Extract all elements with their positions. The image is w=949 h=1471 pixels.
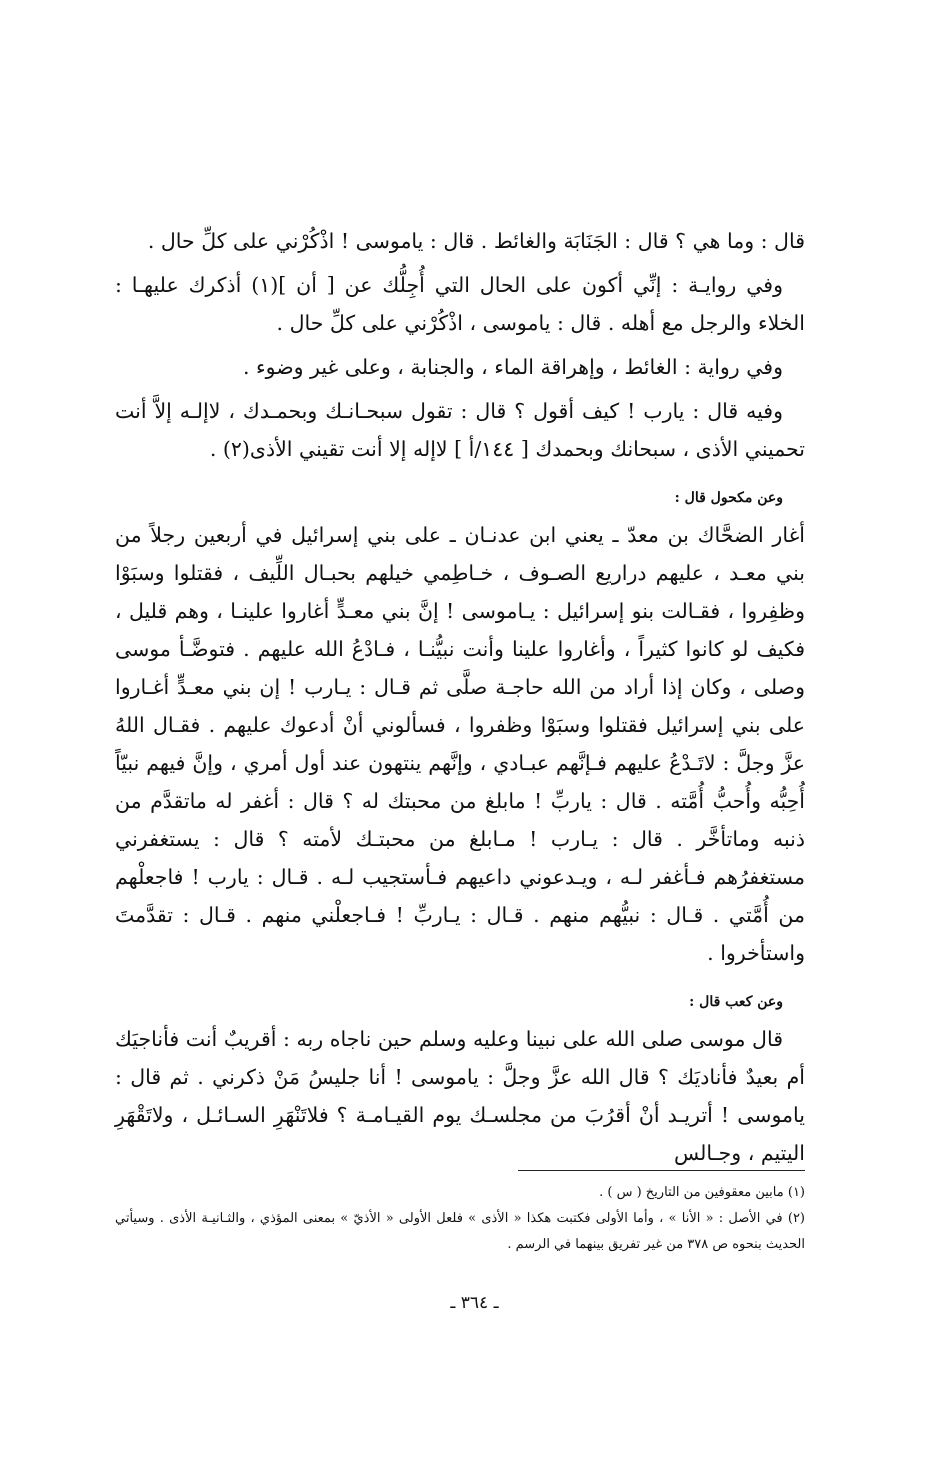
paragraph-4: وفيه قال : يارب ! كيف أقول ؟ قال : تقول سبحـانـك وبحمـدك ، لاإلـه إلاَّ أنت تحميني الأذى ، سبحانك وبحمدك [ ١٤٤/أ ] لاإله إلا أنت تقيني الأذى(٢) . [115,399,805,461]
section-heading-makhul: وعن مكحول قال : [674,490,783,506]
footnote-2: (٢) في الأصل : « الأنا » ، وأما الأولى فكتبت هكذا « الأذى » فلعل الأولى « الأذيّ » بمعنى المؤذي ، والثـانيـة الأذى . وسيأتي الحديث بنحوه ص ٣٧٨ من غير تفريق بينهما في الرسم . [115,1211,805,1252]
section-heading-kaab: وعن كعب قال : [689,994,783,1010]
footnotes [115,1180,805,1258]
page-body [115,222,805,1178]
paragraph-makhul: أغار الضحَّاك بن معدّ ـ يعني ابن عدنـان ـ على بني إسرائيل في أربعين رجلاً من بني معـد ، عليهم دراريع الصـوف ، خـاطِمي خيلهم بحبـال اللِّيف ، فقتلوا وسبَوْا وظفِروا ، فقـالت بنو إسرائيل : يـاموسى ! إنَّ بني معـدٍّ أغاروا علينـا ، وهم قليل ، فكيف لو كانوا كثيراً ، وأغاروا علينا وأنت نبيُّنـا ، فـادْعُ الله عليهم . فتوضَّـأ موسى وصلى ، وكان إذا أراد من الله حاجـة صلَّى ثم قـال : يـارب ! إن بني معـدٍّ أغـاروا على بني إسرائيل فقتلوا وسبَوْا وظفروا ، فسألوني أنْ أدعوك عليهم . فقـال اللهُ عزَّ وجلَّ : لاتَـدْعُ عليهم فـإنَّهم عبـادي ، وإنَّهم ينتهون عند أول أمري ، وإنَّ فيهم نبيّاً أُحِبُّه وأُحبُّ أُمَّته . قال : ياربِّ ! مابلغ من محبتك له ؟ قال : أغفر له ماتقدَّم من ذنبه وماتأخَّر . قال : يـارب ! مـابلغ من محبتـك لأمته ؟ قال : يستغفرني مستغفرُهم فـأغفر لـه ، ويـدعوني داعيهم فـأستجيب لـه . قـال : يارب ! فاجعلْهم من أُمَّتي . قـال : نبيُّهم منهم . قـال : يـاربِّ ! فـاجعلْني منهم . قـال : تقدَّمتَ واستأخروا . [115,523,805,965]
paragraph-2: وفي روايـة : إنِّي أكون على الحال التي أُجِلُّك عن [ أن ](١) أذكرك عليهـا : الخلاء والرجل مع أهله . قال : ياموسى ، اذْكُرْني على كلِّ حال . [115,273,805,335]
paragraph-3: وفي رواية : الغائط ، وإهراقة الماء ، والجنابة ، وعلى غير وضوء . [242,355,783,379]
footnote-divider [518,1170,805,1171]
paragraph-1: قال : وما هي ؟ قال : الجَنَابَة والغائط . قال : ياموسى ! اذْكُرْني على كلِّ حال . [147,229,805,253]
footnote-1: (١) مابين معقوفين من التاريخ ( س ) . [599,1185,805,1200]
paragraph-kaab: قال موسى صلى الله على نبينا وعليه وسلم حين ناجاه ربه : أقريبٌ أنت فأناجيَك أم بعيدٌ فأناديَك ؟ قال الله عزَّ وجلَّ : ياموسى ! أنا جليسُ مَنْ ذكرني . ثم قال : ياموسى ! أتريـد أنْ أقرُبَ من مجلسـك يوم القيـامـة ؟ فلاتَنْهَرِ السـائـل ، ولاتَقْهَرِ اليتيم ، وجـالس [115,1027,805,1165]
page-number: ـ ٣٦٤ ـ [450,1293,499,1313]
